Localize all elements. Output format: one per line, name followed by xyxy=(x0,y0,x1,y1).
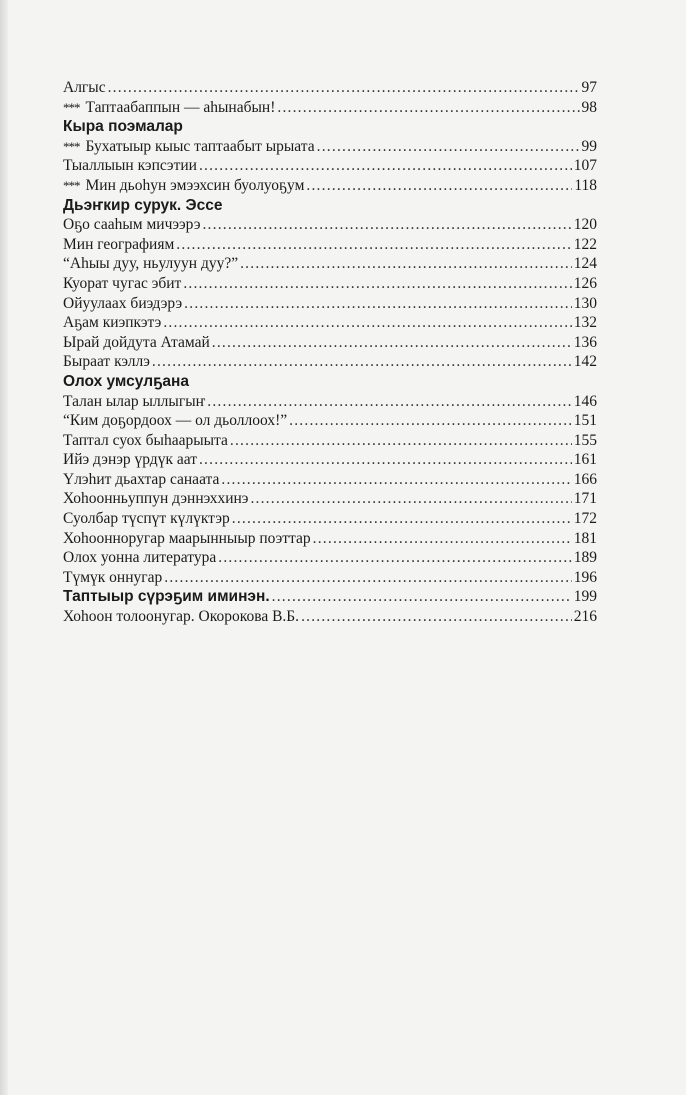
toc-entry-title: Ийэ дэнэр үрдүк аат xyxy=(63,451,197,469)
toc-entry xyxy=(63,137,597,157)
toc-entry-title: Олох уонна литература xyxy=(63,549,217,567)
toc-dot-leader xyxy=(313,529,572,549)
toc-entry-page-number: 126 xyxy=(573,274,597,292)
table-of-contents xyxy=(63,78,597,627)
toc-entry-title: Суолбар түспүт күлүктэр xyxy=(63,510,230,528)
toc-dot-leader xyxy=(199,450,572,470)
toc-dot-leader xyxy=(152,352,572,372)
toc-dot-leader xyxy=(289,411,572,431)
toc-entry xyxy=(63,313,597,333)
toc-dot-leader xyxy=(184,294,572,314)
toc-entry-title: Быраат кэллэ xyxy=(63,353,150,371)
toc-entry-page-number: 142 xyxy=(573,353,597,371)
toc-entry xyxy=(63,470,597,490)
toc-dot-leader xyxy=(232,509,572,529)
toc-entry xyxy=(63,294,597,314)
toc-entry xyxy=(63,78,597,98)
toc-entry-page-number: 199 xyxy=(573,588,597,606)
toc-entry xyxy=(63,489,597,509)
toc-entry-title: “Ким доҕордоох — ол дьоллоох!” xyxy=(63,412,288,430)
toc-entry-page-number: 181 xyxy=(573,529,597,547)
toc-dot-leader xyxy=(212,333,572,353)
toc-dot-leader xyxy=(218,548,572,568)
toc-dot-leader xyxy=(306,176,572,196)
toc-entry-title: Ойуулаах биэдэрэ xyxy=(63,294,183,312)
toc-entry xyxy=(63,98,597,118)
toc-section-heading: Кыра поэмалар xyxy=(63,118,183,136)
toc-entry-marker: *** xyxy=(63,177,80,193)
toc-entry-page-number: 151 xyxy=(573,412,597,430)
toc-entry xyxy=(63,392,597,412)
toc-entry-page-number: 161 xyxy=(573,451,597,469)
toc-entry-page-number: 98 xyxy=(581,98,597,116)
toc-entry-title: Хоһоонноругар маарынныыр поэттар xyxy=(63,529,311,547)
toc-entry xyxy=(63,607,597,627)
toc-entry-page-number: 99 xyxy=(581,137,597,155)
toc-entry-title: Түмүк оннугар xyxy=(63,568,163,586)
toc-entry-page-number: 171 xyxy=(573,490,597,508)
page-edge xyxy=(0,0,8,1095)
toc-dot-leader xyxy=(199,156,572,176)
toc-entry-title: Таптаабаппын — аһынабын! xyxy=(85,98,276,116)
toc-entry-marker: *** xyxy=(63,99,80,115)
toc-entry xyxy=(63,587,597,607)
toc-dot-leader xyxy=(176,235,571,255)
toc-entry xyxy=(63,274,597,294)
toc-entry-title: Мин географиям xyxy=(63,235,175,253)
toc-entry-title: Үлэһит дьахтар санаата xyxy=(63,470,220,488)
toc-entry-title: Оҕо сааһым мичээрэ xyxy=(63,216,201,234)
toc-dot-leader xyxy=(301,607,572,627)
toc-dot-leader xyxy=(164,568,571,588)
toc-entry xyxy=(63,215,597,235)
toc-entry-title: Таптал суох быһаарыыта xyxy=(63,431,228,449)
toc-entry-page-number: 107 xyxy=(573,157,597,175)
toc-entry-page-number: 216 xyxy=(573,608,597,626)
toc-entry-page-number: 166 xyxy=(573,470,597,488)
toc-entry-title: Мин дьоһун эмээхсин буолуоҕум xyxy=(85,176,305,194)
toc-entry xyxy=(63,333,597,353)
toc-dot-leader xyxy=(250,489,571,509)
toc-entry xyxy=(63,235,597,255)
toc-entry-page-number: 97 xyxy=(581,79,597,96)
toc-entry-page-number: 172 xyxy=(573,510,597,528)
toc-entry xyxy=(63,529,597,549)
toc-entry-page-number: 120 xyxy=(573,216,597,234)
toc-entry-title: Таптыыр сүрэҕим иминэн. xyxy=(63,588,270,606)
toc-dot-leader xyxy=(108,78,580,98)
toc-entry xyxy=(63,450,597,470)
toc-dot-leader xyxy=(207,392,571,412)
toc-section-heading: Олох умсулҕана xyxy=(63,372,189,390)
toc-entry-page-number: 124 xyxy=(573,255,597,273)
toc-entry-page-number: 189 xyxy=(573,549,597,567)
toc-entry-page-number: 196 xyxy=(573,568,597,586)
toc-dot-leader xyxy=(230,431,572,451)
toc-entry-page-number: 130 xyxy=(573,294,597,312)
toc-dot-leader xyxy=(277,98,579,118)
toc-entry xyxy=(63,568,597,588)
toc-entry-title: Куорат чугас эбит xyxy=(63,274,182,292)
toc-entry-page-number: 146 xyxy=(573,392,597,410)
toc-entry xyxy=(63,411,597,431)
toc-entry-title: Бухатыыр кыыс таптаабыт ырыата xyxy=(85,137,315,155)
toc-entry-page-number: 132 xyxy=(573,314,597,332)
toc-entry xyxy=(63,156,597,176)
toc-dot-leader xyxy=(202,215,571,235)
toc-dot-leader xyxy=(221,470,571,490)
toc-entry-title: Хоһоон толоонугар. Окорокова В.Б. xyxy=(63,608,300,626)
toc-entry-page-number: 122 xyxy=(573,235,597,253)
toc-entry xyxy=(63,431,597,451)
toc-entry xyxy=(63,352,597,372)
toc-entry-title: Алгыс xyxy=(63,79,106,96)
toc-entry-title: Ырай дойдута Атамай xyxy=(63,333,210,351)
toc-entry-title: Аҕам киэпкэтэ xyxy=(63,314,162,332)
toc-entry xyxy=(63,254,597,274)
toc-entry xyxy=(63,548,597,568)
toc-entry-title: Талан ылар ыллыгыҥ xyxy=(63,392,206,410)
toc-entry-marker: *** xyxy=(63,138,80,154)
toc-entry-page-number: 136 xyxy=(573,333,597,351)
toc-entry xyxy=(63,176,597,196)
toc-dot-leader xyxy=(163,313,571,333)
toc-entry-title: Хоһоонньуппун дэннэххинэ xyxy=(63,490,249,508)
toc-dot-leader xyxy=(272,587,572,607)
toc-entry-page-number: 118 xyxy=(574,176,597,194)
toc-entry-title: “Аһыы дуу, ньулуун дуу?” xyxy=(63,255,239,273)
toc-section-heading: Дьэҥкир сурук. Эссе xyxy=(63,196,223,214)
toc-entry-page-number: 155 xyxy=(573,431,597,449)
toc-entry xyxy=(63,509,597,529)
toc-dot-leader xyxy=(183,274,571,294)
toc-dot-leader xyxy=(317,137,580,157)
toc-entry-title: Тыаллыын кэпсэтии xyxy=(63,157,197,175)
toc-dot-leader xyxy=(240,254,572,274)
